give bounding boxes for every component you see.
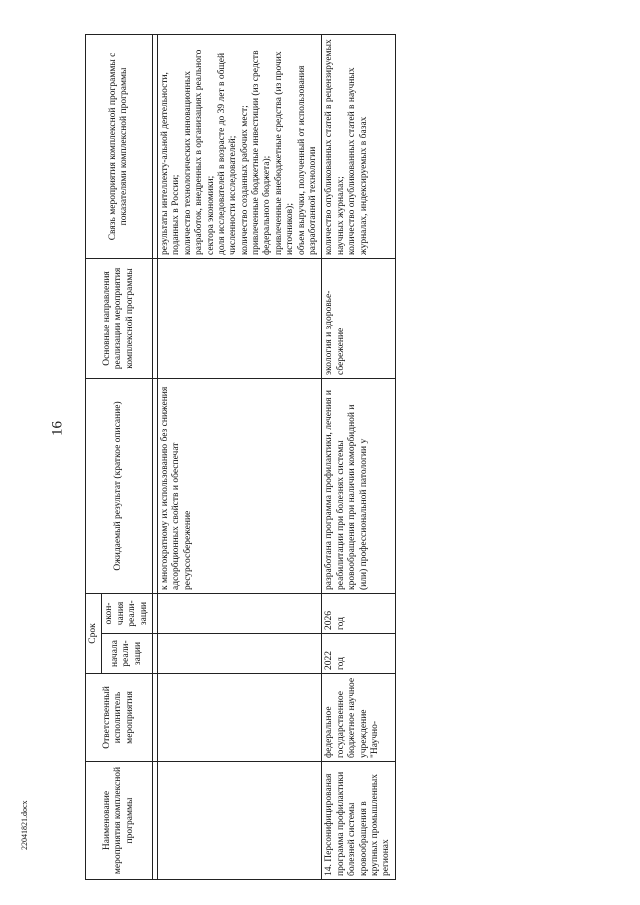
header-term: Срок <box>86 593 102 673</box>
row-end-cell: 2026 год <box>322 593 395 633</box>
table-row <box>157 34 321 879</box>
link-line: результаты интеллекту-альной деятельности, поданных в России; <box>159 72 182 255</box>
row-directions-cell: экология и здоровье-сбережение <box>322 258 395 378</box>
row-executor-cell: федеральное государственное бюджетное научное учреждение "Научно- <box>322 674 395 762</box>
program-activities-table <box>85 34 396 880</box>
row-result-cell: к многократному их использованию без снижения адсорбционных свойств и обеспечат ресурсосбережение <box>157 378 321 593</box>
header-end: окон-чания реали-зации <box>102 593 153 633</box>
rotated-table-container <box>85 35 605 880</box>
header-directions: Основные направления реализации мероприятия комплексной программы <box>86 258 153 378</box>
header-start: начала реали-зации <box>102 634 153 674</box>
document-filename: 22041821.docx <box>20 800 29 850</box>
row-name-cell: 14. Персонифицированая программа профилактики болезней системы кровообращения в крупных промышленных регионах <box>322 762 395 880</box>
link-line: количество технологических инновационных разработок, внедренных в организациях реального сектора экономики; <box>182 49 216 255</box>
row-result-cell: разработана программа профилактики, лечения и реабилитации при болезнях системы кровообращения при наличии коморбидной и (или) профессиональной патологии у <box>322 378 395 593</box>
link-line: количество опубликованных статей в научных журналах, индексируемых в базах <box>347 67 369 255</box>
header-link: Связь мероприятия комплексной программы с показателями комплексной программы <box>86 34 153 258</box>
row-end-cell <box>157 593 321 633</box>
row-link-cell <box>157 34 321 258</box>
row-executor-cell <box>157 674 321 762</box>
link-line: привлеченные внебюджетные средства (из прочих источников); <box>273 51 296 255</box>
link-line: объем выручки, полученный от использования разработанной технологии <box>296 65 319 255</box>
link-line: привлеченные бюджетные инвестиции (из средств федерального бюджета); <box>251 50 273 255</box>
header-executor: Ответственный исполнитель мероприятия <box>86 674 153 762</box>
row-directions-cell <box>157 258 321 378</box>
header-name: Наименование мероприятия комплексной программы <box>86 762 153 880</box>
link-line: количество опубликованных статей в рецензируемых научных журналах; <box>324 39 346 255</box>
row-start-cell: 2022 год <box>322 634 395 674</box>
row-name-cell <box>157 762 321 880</box>
link-line: количество созданных рабочих мест; <box>239 105 250 255</box>
row-link-cell <box>322 34 395 258</box>
row-start-cell <box>157 634 321 674</box>
header-result: Ожидаемый результат (краткое описание) <box>86 378 153 593</box>
link-line: доля исследователей в возрасте до 39 лет в общей численности исследователей; <box>216 52 239 255</box>
table-row <box>322 34 395 879</box>
page-number: 16 <box>49 421 66 436</box>
